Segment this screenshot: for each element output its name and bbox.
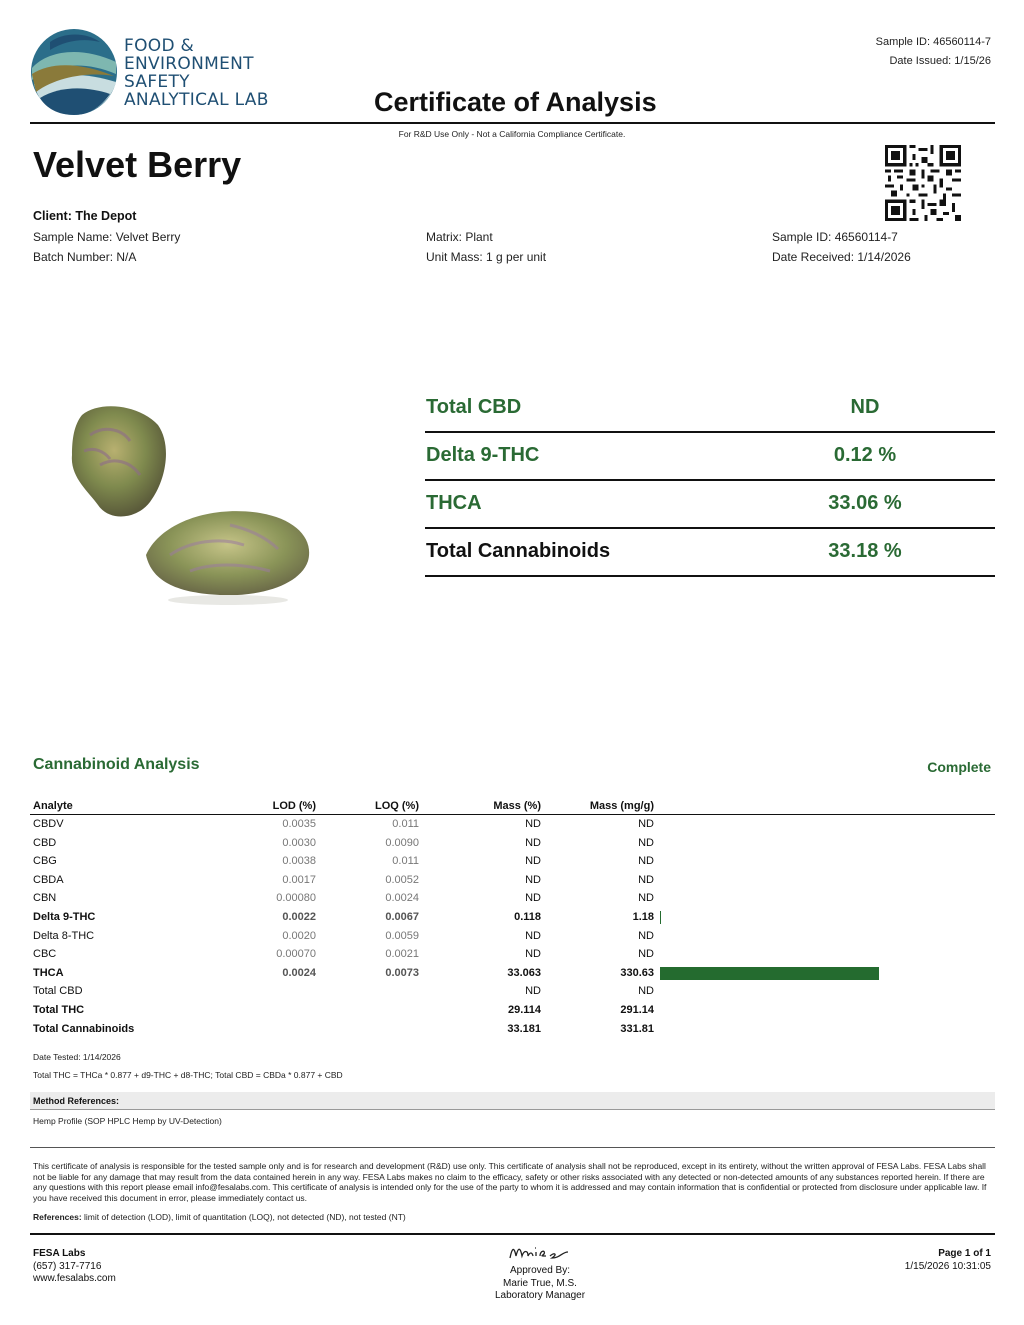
table-row — [30, 834, 995, 853]
date-received: Date Received: 1/14/2026 — [772, 250, 911, 264]
summary-row-thca — [425, 481, 995, 529]
cell-analyte: CBC — [33, 948, 57, 961]
cell-mass-mg: ND — [638, 929, 654, 942]
report-timestamp: 1/15/2026 10:31:05 — [904, 1260, 991, 1272]
method-header-band — [30, 1092, 995, 1110]
table-row — [30, 1020, 995, 1039]
unit-mass: Unit Mass: 1 g per unit — [426, 250, 547, 264]
total-formula: Total THC = THCa * 0.877 + d9-THC + d8-THC; Total CBD = CBDa * 0.877 + CBD — [33, 1070, 343, 1080]
table-row — [30, 927, 995, 946]
section-divider — [30, 1147, 995, 1148]
table-row — [30, 982, 995, 1001]
cell-mass-mg: 330.63 — [620, 966, 654, 979]
cell-lod: 0.0035 — [282, 818, 316, 830]
cell-lod: 0.0024 — [282, 966, 316, 979]
column-header-mass-mg: Mass (mg/g) — [589, 800, 654, 812]
product-photo — [60, 395, 320, 610]
table-row — [30, 815, 995, 834]
cell-lod: 0.00080 — [276, 892, 316, 905]
lab-logo-text: FOOD & ENVIRONMENT SAFETY ANALYTICAL LAB — [124, 36, 269, 110]
cell-mass-pct: ND — [525, 948, 541, 961]
table-row — [30, 908, 995, 927]
analysis-status: Complete — [927, 759, 991, 775]
summary-row-delta9-thc — [425, 433, 995, 481]
summary-row-total-cbd — [425, 385, 995, 433]
cell-mass-mg: ND — [638, 836, 654, 849]
cannabinoid-table — [30, 797, 995, 1038]
cell-mass-mg: ND — [638, 855, 654, 868]
summary-value: ND — [850, 396, 880, 418]
approver-name: Marie True, M.S. — [503, 1277, 577, 1289]
document-title: Certificate of Analysis — [374, 87, 657, 117]
approved-by-label: Approved By: — [509, 1265, 571, 1276]
header-sample-id: Sample ID: 46560114-7 — [875, 36, 991, 48]
table-header — [30, 797, 995, 815]
summary-value: 33.18 % — [828, 540, 902, 562]
header-meta — [876, 33, 991, 71]
matrix: Matrix: Plant — [426, 230, 493, 244]
column-header-lod: LOD (%) — [272, 800, 316, 812]
summary-label: Total Cannabinoids — [426, 540, 611, 562]
table-row — [30, 964, 995, 983]
footer-lab-info — [33, 1248, 116, 1286]
header-divider — [30, 122, 995, 124]
sample-id: Sample ID: 46560114-7 — [772, 230, 898, 244]
summary-label: Total CBD — [426, 396, 522, 418]
column-header-mass-pct: Mass (%) — [493, 800, 541, 812]
summary-row-total-cannabinoids — [425, 529, 995, 577]
cell-loq: 0.0067 — [385, 910, 419, 923]
batch-number: Batch Number: N/A — [33, 250, 137, 264]
table-row — [30, 1001, 995, 1020]
table-row — [30, 945, 995, 964]
footer-approval — [430, 1265, 650, 1303]
footer-website[interactable]: www.fesalabs.com — [33, 1273, 116, 1284]
cell-analyte: Delta 8-THC — [33, 929, 95, 942]
cell-analyte: THCA — [33, 966, 64, 979]
cell-mass-pct: 33.063 — [507, 966, 541, 979]
cell-loq: 0.011 — [392, 855, 419, 868]
method-title: Method References: — [33, 1096, 120, 1106]
references-label: References: — [33, 1212, 82, 1222]
summary-label: THCA — [426, 492, 482, 514]
mass-bar — [660, 911, 661, 924]
page-number: Page 1 of 1 — [938, 1248, 991, 1259]
cell-lod: 0.00070 — [276, 948, 316, 961]
cell-lod: 0.0038 — [282, 855, 316, 868]
summary-label: Delta 9-THC — [426, 444, 540, 466]
cell-analyte: CBDA — [33, 873, 64, 886]
summary-value: 33.06 % — [828, 492, 902, 514]
column-header-analyte: Analyte — [33, 800, 73, 812]
cell-loq: 0.0090 — [385, 836, 419, 849]
client-name: Client: The Depot — [33, 209, 137, 223]
sample-info-col-2 — [426, 227, 546, 267]
summary-value: 0.12 % — [833, 444, 897, 466]
disclaimer: This certificate of analysis is responsible for the tested sample only and is for research and development (R&D) use only. This certificate of analysis shall not be reproduced, except in its entirety, without the written approval of FESA Labs. FESA Labs shall not be liable for any damage that may result from the data contained herein in any way. FESA Labs makes no claim to the efficacy, safety or other risks associated with any detected or non-detected amounts of any substances reported herein. If there are any questions with this report please email info@fesalabs.com. This certificate of analysis is intended only for the use of the party to whom it is addressed and may contain information that is confidential or protected from disclosure under applicable law. If you have received this document in error, please immediately contact us. — [33, 1161, 987, 1203]
cell-lod: 0.0030 — [282, 836, 316, 849]
cell-mass-mg: 291.14 — [620, 1003, 654, 1016]
cell-lod: 0.0017 — [282, 873, 316, 886]
qr-code-icon[interactable] — [885, 145, 961, 221]
footer-lab-name: FESA Labs — [33, 1248, 86, 1259]
cell-mass-mg: ND — [638, 892, 654, 905]
cell-analyte: Total CBD — [33, 985, 83, 998]
cell-loq: 0.0052 — [385, 873, 419, 886]
cell-analyte: Total THC — [33, 1003, 85, 1016]
cell-mass-mg: ND — [638, 818, 654, 830]
analysis-title: Cannabinoid Analysis — [33, 756, 200, 773]
mass-bar — [660, 967, 879, 980]
cell-mass-pct: ND — [525, 892, 541, 905]
footer-divider — [30, 1233, 995, 1235]
footer-page-info — [905, 1248, 991, 1273]
sample-name: Sample Name: Velvet Berry — [33, 230, 181, 244]
table-body — [30, 815, 995, 1038]
cell-mass-mg: 331.81 — [620, 1022, 654, 1035]
cell-mass-pct: ND — [525, 929, 541, 942]
cell-loq: 0.011 — [392, 818, 419, 830]
cell-analyte: CBN — [33, 892, 57, 905]
cell-loq: 0.0021 — [385, 948, 419, 961]
cell-lod: 0.0020 — [282, 929, 316, 942]
cell-analyte: CBG — [33, 855, 57, 868]
rd-use-note: For R&D Use Only - Not a California Compliance Certificate. — [398, 129, 626, 139]
date-tested: Date Tested: 1/14/2026 — [33, 1052, 121, 1062]
header-date-issued: Date Issued: 1/15/26 — [889, 55, 991, 67]
table-row — [30, 889, 995, 908]
sample-title: Velvet Berry — [33, 144, 242, 185]
cell-mass-pct: ND — [525, 818, 541, 830]
cell-mass-pct: ND — [525, 836, 541, 849]
cell-analyte: CBDV — [33, 818, 64, 830]
method-text: Hemp Profile (SOP HPLC Hemp by UV-Detection) — [33, 1116, 222, 1126]
cell-loq: 0.0059 — [385, 929, 419, 942]
cell-mass-mg: ND — [638, 948, 654, 961]
cell-analyte: Delta 9-THC — [33, 910, 96, 923]
footer-phone: (657) 317-7716 — [33, 1260, 102, 1272]
cell-mass-mg: 1.18 — [632, 910, 654, 923]
cell-mass-pct: ND — [525, 985, 541, 998]
table-row — [30, 871, 995, 890]
cell-mass-pct: ND — [525, 855, 541, 868]
cell-mass-pct: 33.181 — [507, 1022, 541, 1035]
cell-mass-pct: ND — [525, 873, 541, 886]
cell-loq: 0.0073 — [385, 966, 419, 979]
approver-signature — [500, 1240, 580, 1266]
cell-loq: 0.0024 — [385, 892, 419, 905]
approver-title: Laboratory Manager — [494, 1290, 586, 1301]
cell-mass-pct: 29.114 — [507, 1003, 541, 1016]
column-header-loq: LOQ (%) — [375, 800, 419, 812]
sample-info-col-3 — [772, 227, 911, 267]
references — [33, 1212, 406, 1222]
cell-lod: 0.0022 — [282, 910, 316, 923]
cell-mass-mg: ND — [638, 873, 654, 886]
table-row — [30, 852, 995, 871]
cell-mass-pct: 0.118 — [514, 910, 541, 923]
sample-info-col-1 — [33, 227, 180, 267]
references-text: limit of detection (LOD), limit of quantitation (LOQ), not detected (ND), not tested (NT) — [81, 1212, 406, 1222]
cell-analyte: CBD — [33, 836, 57, 849]
cell-analyte: Total Cannabinoids — [33, 1022, 135, 1035]
cell-mass-mg: ND — [638, 985, 654, 998]
